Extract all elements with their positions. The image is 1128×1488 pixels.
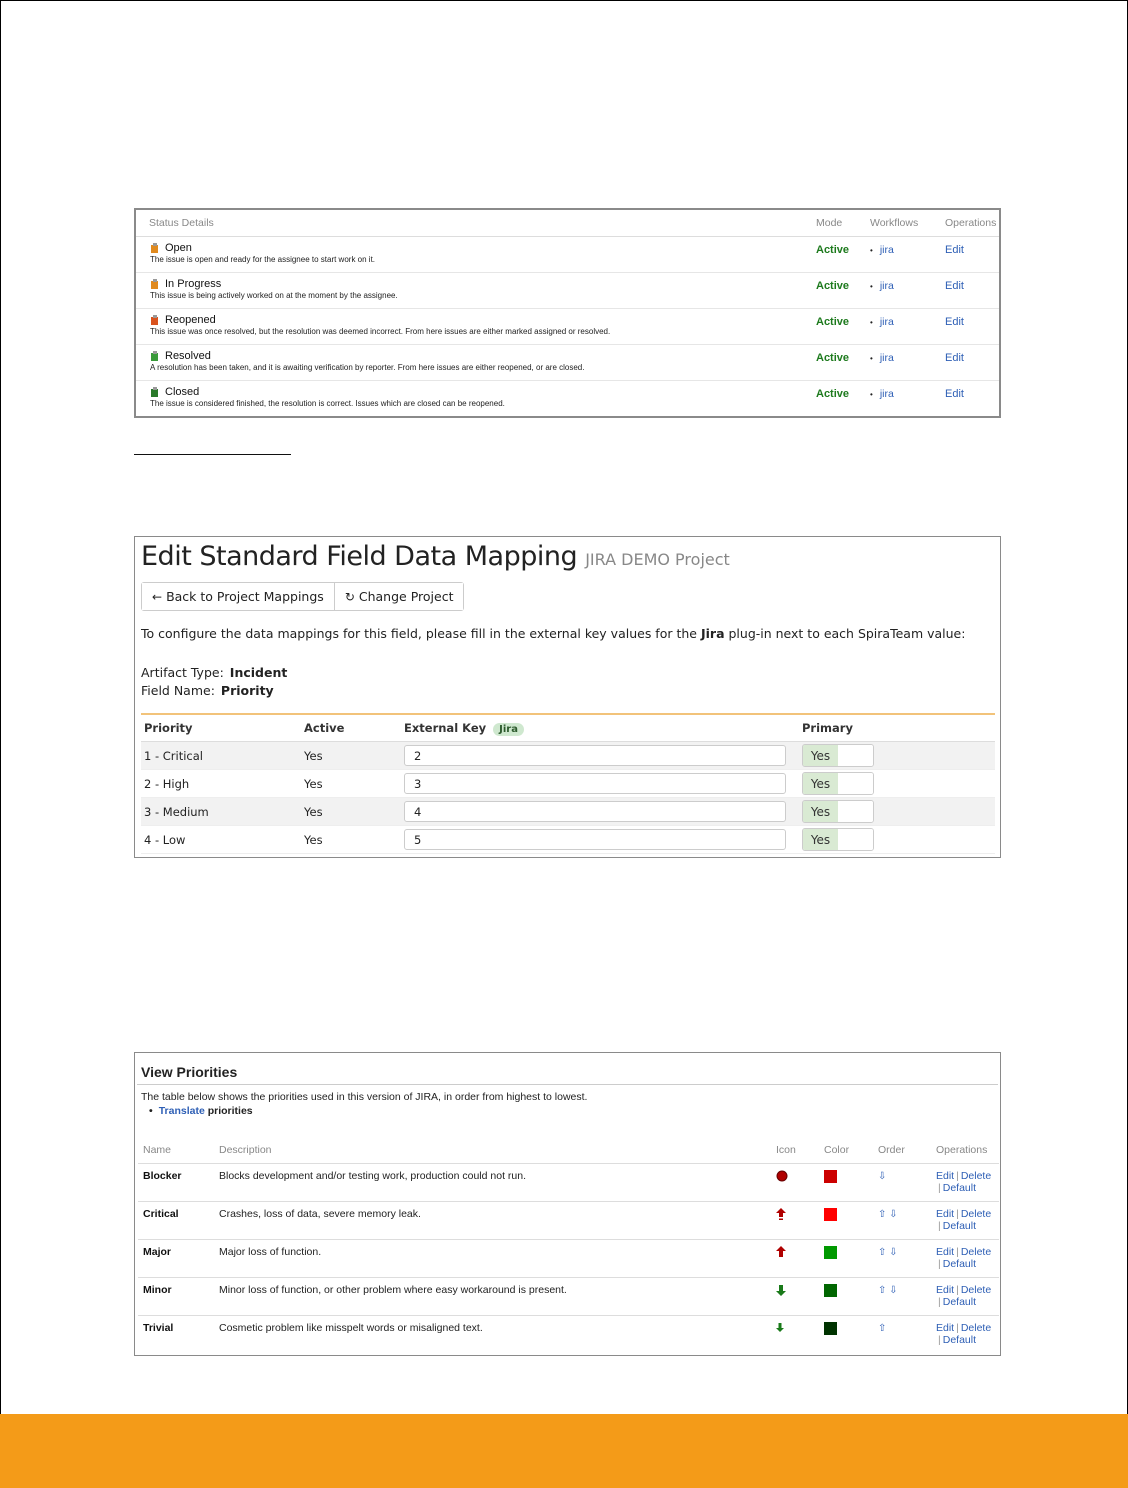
edit-link[interactable]: Edit — [945, 316, 964, 328]
separator: | — [938, 1220, 941, 1232]
op-cell — [945, 237, 999, 273]
critical-arrow-icon — [776, 1211, 786, 1223]
change-project-button[interactable] — [335, 583, 464, 610]
status-details-cell — [136, 237, 816, 273]
workflow-cell — [870, 273, 945, 309]
workflow-link[interactable]: • jira — [870, 280, 894, 292]
color-cell — [819, 1278, 873, 1316]
mode-cell — [816, 237, 870, 273]
delete-link[interactable]: Delete — [960, 1284, 992, 1296]
status-icon — [150, 387, 160, 398]
op-cell — [945, 381, 999, 417]
primary-toggle[interactable] — [802, 744, 874, 767]
status-icon — [150, 315, 160, 326]
order-cell — [873, 1316, 931, 1354]
delete-link[interactable]: Delete — [960, 1208, 992, 1220]
primary-no[interactable] — [838, 801, 873, 822]
artifact-label: Artifact Type: — [141, 665, 224, 680]
primary-cell — [799, 826, 995, 854]
delete-link[interactable]: Delete — [960, 1170, 992, 1182]
mapping-table — [141, 713, 995, 854]
col-priority: Priority — [141, 714, 301, 742]
col-color: Color — [819, 1137, 873, 1164]
status-icon — [150, 279, 160, 290]
order-cell — [873, 1240, 931, 1278]
trivial-arrow-icon — [776, 1323, 784, 1335]
default-link[interactable]: Default — [942, 1296, 977, 1308]
color-cell — [819, 1202, 873, 1240]
icon-cell — [771, 1164, 819, 1202]
edit-link[interactable]: Edit — [936, 1170, 955, 1182]
back-label: Back to Project Mappings — [166, 589, 324, 604]
separator: | — [938, 1296, 941, 1308]
col-ops: Operations — [931, 1137, 999, 1164]
primary-no[interactable] — [838, 745, 873, 766]
workflow-cell — [870, 345, 945, 381]
color-swatch — [824, 1322, 837, 1335]
order-cell — [873, 1202, 931, 1240]
change-label: Change Project — [358, 589, 454, 604]
primary-cell — [799, 742, 995, 770]
bullet: • — [870, 282, 873, 291]
icon-cell — [771, 1202, 819, 1240]
operations-cell — [931, 1278, 999, 1316]
primary-no[interactable] — [838, 829, 873, 850]
mapping-row — [141, 798, 995, 826]
delete-link[interactable]: Delete — [960, 1246, 992, 1258]
order-arrows-icon[interactable]: ⇧ ⇩ — [878, 1285, 898, 1296]
status-details-cell — [136, 273, 816, 309]
bullet: • — [870, 354, 873, 363]
priority-cell: 4 - Low — [141, 826, 301, 854]
status-row — [136, 309, 999, 345]
col-description: Description — [214, 1137, 771, 1164]
operations-cell — [931, 1202, 999, 1240]
separator: | — [956, 1246, 959, 1258]
edit-link[interactable]: Edit — [936, 1208, 955, 1220]
mode-active: Active — [816, 316, 850, 328]
artifact-value: Incident — [229, 665, 288, 680]
default-link[interactable]: Default — [942, 1220, 977, 1232]
arrow-left-icon: ← — [152, 589, 163, 604]
status-description: A resolution has been taken, and it is awaiting verification by reporter. From here issues are either reopened, or are closed. — [150, 363, 585, 372]
status-details-cell — [136, 345, 816, 381]
mapping-row — [141, 742, 995, 770]
separator: | — [956, 1208, 959, 1220]
color-swatch — [824, 1208, 837, 1221]
active-cell: Yes — [301, 770, 401, 798]
separator: | — [956, 1284, 959, 1296]
workflow-cell — [870, 237, 945, 273]
color-cell — [819, 1240, 873, 1278]
status-table — [136, 210, 999, 416]
status-name: Closed — [150, 386, 816, 398]
priority-cell: 3 - Medium — [141, 798, 301, 826]
title-separator — [137, 1084, 998, 1085]
priority-row — [138, 1164, 999, 1202]
priority-description: Cosmetic problem like misspelt words or misaligned text. — [219, 1322, 483, 1334]
order-arrows-icon[interactable]: ⇩ — [878, 1171, 887, 1182]
external-key-cell — [401, 742, 799, 770]
workflow-cell — [870, 309, 945, 345]
default-link[interactable]: Default — [942, 1182, 977, 1194]
col-primary: Primary — [799, 714, 995, 742]
priority-name: Trivial — [143, 1322, 174, 1334]
edit-link[interactable]: Edit — [936, 1284, 955, 1296]
field-name — [141, 683, 274, 698]
primary-cell — [799, 798, 995, 826]
col-name: Name — [138, 1137, 214, 1164]
default-link[interactable]: Default — [942, 1258, 977, 1270]
col-external-key: External Key Jira — [401, 714, 799, 742]
active-cell: Yes — [301, 798, 401, 826]
status-description: This issue was once resolved, but the resolution was deemed incorrect. From here issues are either marked assigned or resolved. — [150, 327, 611, 336]
priority-name: Major — [138, 1240, 214, 1278]
priority-description: Major loss of function. — [214, 1240, 771, 1278]
order-arrows-icon[interactable]: ⇧ ⇩ — [878, 1247, 898, 1258]
status-details-cell — [136, 309, 816, 345]
separator: | — [938, 1258, 941, 1270]
jira-badge: Jira — [493, 723, 524, 736]
col-operations: Operations — [945, 210, 999, 237]
status-icon — [150, 243, 160, 254]
mode-active: Active — [816, 352, 850, 364]
workflow-link[interactable]: • jira — [870, 244, 894, 256]
col-order: Order — [873, 1137, 931, 1164]
bullet: • — [870, 318, 873, 327]
workflow-link[interactable]: • jira — [870, 388, 894, 400]
page-title — [141, 541, 730, 572]
priority-name: Critical — [138, 1202, 214, 1240]
priority-cell: 2 - High — [141, 770, 301, 798]
mode-cell — [816, 345, 870, 381]
status-row — [136, 237, 999, 273]
operations-cell — [931, 1240, 999, 1278]
status-icon — [150, 351, 160, 362]
order-arrows-icon[interactable]: ⇧ — [878, 1323, 887, 1334]
major-arrow-icon — [776, 1249, 786, 1261]
priorities-table — [138, 1137, 999, 1353]
status-name: Resolved — [150, 350, 816, 362]
workflow-link[interactable]: • jira — [870, 316, 894, 328]
mode-active: Active — [816, 388, 850, 400]
field-value: Priority — [220, 683, 274, 698]
active-cell: Yes — [301, 742, 401, 770]
mapping-row — [141, 770, 995, 798]
primary-toggle[interactable] — [802, 828, 874, 851]
op-cell — [945, 345, 999, 381]
icon-cell — [771, 1316, 819, 1354]
default-link[interactable]: Default — [942, 1334, 977, 1346]
primary-no[interactable] — [838, 773, 873, 794]
order-arrows-icon[interactable]: ⇧ ⇩ — [878, 1209, 898, 1220]
color-swatch — [824, 1284, 837, 1297]
footer-bar — [0, 1414, 1128, 1488]
priority-row — [138, 1202, 999, 1240]
col-status-details: Status Details — [136, 210, 816, 237]
bullet: • — [149, 1105, 153, 1117]
primary-toggle[interactable] — [802, 772, 874, 795]
priorities-title: View Priorities — [141, 1064, 238, 1080]
primary-yes[interactable]: Yes — [803, 801, 838, 822]
col-workflows: Workflows — [870, 210, 945, 237]
color-swatch — [824, 1170, 837, 1183]
primary-yes[interactable]: Yes — [803, 773, 838, 794]
priority-cell: 1 - Critical — [141, 742, 301, 770]
mode-cell — [816, 381, 870, 417]
status-details-cell — [136, 381, 816, 417]
active-cell: Yes — [301, 826, 401, 854]
col-icon: Icon — [771, 1137, 819, 1164]
op-cell — [945, 273, 999, 309]
primary-toggle[interactable] — [802, 800, 874, 823]
operations-cell — [931, 1316, 999, 1354]
primary-yes[interactable]: Yes — [803, 745, 838, 766]
translate-link[interactable]: Translate — [158, 1105, 205, 1117]
workflow-cell — [870, 381, 945, 417]
view-priorities-panel — [134, 1052, 1001, 1356]
priority-row — [138, 1316, 999, 1354]
mode-active: Active — [816, 244, 850, 256]
mode-active: Active — [816, 280, 850, 292]
external-key-input[interactable]: 3 — [404, 773, 786, 794]
divider-line — [134, 454, 291, 455]
priorities-intro: The table below shows the priorities used in this version of JIRA, in order from highest to lowest. — [141, 1091, 588, 1103]
status-details-panel — [134, 208, 1001, 418]
color-cell — [819, 1316, 873, 1354]
status-description: The issue is considered finished, the resolution is correct. Issues which are closed can be reopened. — [150, 399, 505, 408]
status-name: Open — [150, 242, 816, 254]
status-row — [136, 273, 999, 309]
external-key-cell — [401, 798, 799, 826]
external-key-input[interactable]: 5 — [404, 829, 786, 850]
minor-arrow-icon — [776, 1287, 786, 1299]
priority-description: Minor loss of function, or other problem where easy workaround is present. — [214, 1278, 771, 1316]
title-text: Edit Standard Field Data Mapping — [141, 541, 578, 572]
bullet: • — [870, 390, 873, 399]
status-description: This issue is being actively worked on at the moment by the assignee. — [150, 291, 398, 300]
order-cell — [873, 1278, 931, 1316]
separator: | — [938, 1334, 941, 1346]
field-label: Field Name: — [141, 683, 215, 698]
field-mapping-panel — [134, 536, 1001, 858]
mapping-intro: To configure the data mappings for this field, please fill in the external key values for the Jira plug-in next to each SpiraTeam value: — [141, 626, 966, 641]
col-mode: Mode — [816, 210, 870, 237]
icon-cell — [771, 1240, 819, 1278]
edit-link[interactable]: Edit — [936, 1322, 955, 1334]
priority-row — [138, 1240, 999, 1278]
separator: | — [956, 1170, 959, 1182]
edit-link[interactable]: Edit — [945, 352, 964, 364]
delete-link[interactable]: Delete — [960, 1322, 992, 1334]
edit-link[interactable]: Edit — [945, 280, 964, 292]
edit-link[interactable]: Edit — [936, 1246, 955, 1258]
operations-cell — [931, 1164, 999, 1202]
color-cell — [819, 1164, 873, 1202]
priority-row — [138, 1278, 999, 1316]
separator: | — [938, 1182, 941, 1194]
edit-link[interactable]: Edit — [945, 244, 964, 256]
status-row — [136, 381, 999, 417]
artifact-type — [141, 665, 287, 680]
bullet: • — [870, 246, 873, 255]
blocker-icon — [776, 1173, 788, 1185]
translate-priorities: • Translate priorities — [149, 1105, 253, 1117]
priority-description: Crashes, loss of data, severe memory leak. — [214, 1202, 771, 1240]
external-key-input[interactable]: 4 — [404, 801, 786, 822]
separator: | — [956, 1322, 959, 1334]
priority-description: Blocks development and/or testing work, production could not run. — [214, 1164, 771, 1202]
status-name: In Progress — [150, 278, 816, 290]
mode-cell — [816, 273, 870, 309]
status-row — [136, 345, 999, 381]
priority-name: Blocker — [138, 1164, 214, 1202]
status-description: The issue is open and ready for the assignee to start work on it. — [150, 255, 376, 264]
refresh-icon: ↻ — [344, 589, 355, 604]
priority-name: Minor — [138, 1278, 214, 1316]
icon-cell — [771, 1278, 819, 1316]
back-to-mappings-button[interactable] — [142, 583, 335, 610]
col-active: Active — [301, 714, 401, 742]
nav-button-group — [141, 582, 464, 611]
primary-cell — [799, 770, 995, 798]
workflow-link[interactable]: • jira — [870, 352, 894, 364]
mapping-row — [141, 826, 995, 854]
color-swatch — [824, 1246, 837, 1259]
external-key-input[interactable]: 2 — [404, 745, 786, 766]
external-key-cell — [401, 770, 799, 798]
mode-cell — [816, 309, 870, 345]
external-key-cell — [401, 826, 799, 854]
order-cell — [873, 1164, 931, 1202]
edit-link[interactable]: Edit — [945, 388, 964, 400]
op-cell — [945, 309, 999, 345]
primary-yes[interactable]: Yes — [803, 829, 838, 850]
status-name: Reopened — [150, 314, 816, 326]
project-name: JIRA DEMO Project — [585, 550, 730, 569]
